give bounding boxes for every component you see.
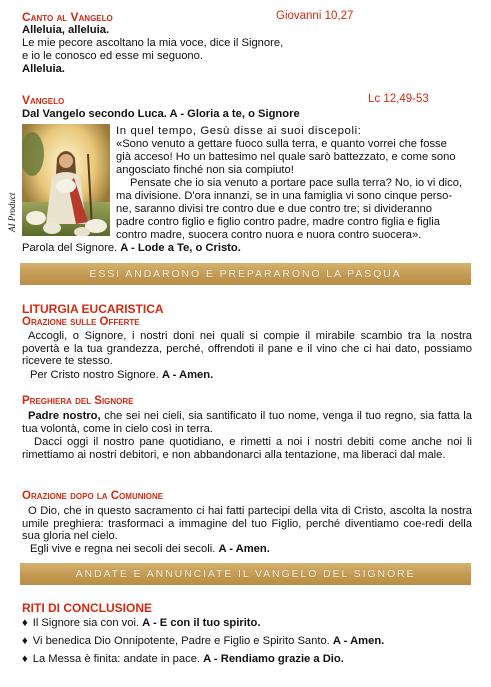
riti-item-2-text: Vi benedica Dio Onnipotente, Padre e Figlio e Spirito Santo. bbox=[32, 635, 330, 647]
vangelo-line-9: contro madre, suocera contro nuora e nuora contro suocera». bbox=[116, 229, 422, 241]
vangelo-line-8: padre contro figlio e figlio contro padre, madre contro figlia e figlia bbox=[116, 216, 440, 228]
comunione-heading: Orazione dopo la Comunione bbox=[22, 490, 164, 502]
offerte-response: A - Amen. bbox=[161, 369, 214, 381]
riti-item-3-response: A - Rendiamo grazie a Dio. bbox=[203, 653, 344, 665]
vangelo-closing-text: Parola del Signore. bbox=[22, 242, 118, 254]
vangelo-closing bbox=[22, 242, 241, 255]
vangelo-line-7: ne, saranno divisi tre contro due e due contro tre; si divideranno bbox=[116, 203, 432, 215]
canto-reference: Giovanni 10,27 bbox=[276, 10, 354, 22]
riti-item-1 bbox=[22, 617, 260, 630]
comunione-end bbox=[30, 543, 270, 556]
vangelo-line-3: già acceso! Ho un battesimo nel quale sarò battezzato, e come sono bbox=[116, 151, 456, 163]
diamond-bullet-icon: ♦ bbox=[22, 653, 28, 665]
preghiera-text-2: Dacci oggi il nostro pane quotidiano, e rimetti a noi i nostri debiti come anche noi li rimettiamo ai nostri debitori, e non abbandonarci alla tentazione, ma liberaci dal male. bbox=[22, 436, 472, 461]
offerte-end bbox=[30, 369, 213, 382]
riti-heading: RITI DI CONCLUSIONE bbox=[22, 601, 153, 615]
riti-item-1-text: Il Signore sia con voi. bbox=[32, 617, 140, 629]
offerte-end-text: Per Cristo nostro Signore. bbox=[30, 369, 159, 381]
vangelo-intro: Dal Vangelo secondo Luca. A - Gloria a te, o Signore bbox=[22, 108, 300, 120]
vangelo-reference: Lc 12,49-53 bbox=[368, 93, 429, 105]
banner-pasqua: ESSI ANDARONO E PREPARARONO LA PASQUA bbox=[20, 263, 471, 285]
liturgia-heading: LITURGIA EUCARISTICA bbox=[22, 302, 164, 316]
canto-line2: e io le conosco ed esse mi seguono. bbox=[22, 50, 203, 62]
vangelo-line-1: In quel tempo, Gesù disse ai suoi discepoli: bbox=[116, 125, 362, 137]
canto-line1: Le mie pecore ascoltano la mia voce, dice il Signore, bbox=[22, 37, 284, 49]
canto-heading: Canto al Vangelo bbox=[22, 10, 113, 24]
riti-item-1-response: A - E con il tuo spirito. bbox=[142, 617, 261, 629]
vangelo-line-6: ma divisione. D'ora innanzi, se in una famiglia vi sono cinque perso- bbox=[116, 190, 453, 202]
vangelo-closing-response: A - Lode a Te, o Cristo. bbox=[120, 242, 241, 254]
diamond-bullet-icon: ♦ bbox=[22, 635, 28, 647]
riti-item-2-response: A - Amen. bbox=[332, 635, 385, 647]
riti-item-3-text: La Messa è finita: andate in pace. bbox=[32, 653, 201, 665]
padre-nostro-bold: Padre nostro, bbox=[28, 410, 101, 422]
jesus-shepherd-image bbox=[22, 124, 110, 236]
offerte-heading: Orazione sulle Offerte bbox=[22, 316, 140, 328]
banner-annunciate: ANDATE E ANNUNCIATE IL VANGELO DEL SIGNORE bbox=[20, 563, 471, 585]
vangelo-line-2: «Sono venuto a gettare fuoco sulla terra, e quanto vorrei che fosse bbox=[116, 138, 447, 150]
comunione-response: A - Amen. bbox=[218, 543, 270, 555]
vangelo-line-5: Pensate che io sia venuto a portare pace sulla terra? No, io vi dico, bbox=[130, 177, 463, 189]
comunione-text: O Dio, che in questo sacramento ci hai fatti partecipi della vita di Cristo, ascolta la nostra umile preghiera: trasformaci a immagine del tuo Figlio, perché diventiamo coe-redi della sua gloria nel cielo. bbox=[22, 505, 472, 543]
canto-alleluia: Alleluia, alleluia. bbox=[22, 24, 110, 36]
riti-item-3 bbox=[22, 653, 344, 666]
preghiera-text-1-rest: che sei nei cieli, sia santificato il tuo nome, venga il tuo regno, sia fatta la tua volontà, come in cielo così in terra. bbox=[22, 410, 472, 435]
riti-item-2 bbox=[22, 635, 384, 648]
vangelo-line-4: angosciato finché non sia compiuto! bbox=[116, 164, 294, 176]
vangelo-heading: Vangelo bbox=[22, 93, 65, 107]
image-caption: AI Product bbox=[7, 192, 17, 232]
diamond-bullet-icon: ♦ bbox=[22, 617, 28, 629]
canto-alleluia-end: Alleluia. bbox=[22, 63, 65, 75]
preghiera-heading: Preghiera del Signore bbox=[22, 395, 134, 407]
preghiera-text-1 bbox=[22, 410, 472, 435]
comunione-end-text: Egli vive e regna nei secoli dei secoli. bbox=[30, 543, 216, 555]
offerte-text: Accogli, o Signore, i nostri doni nei quali si compie il mirabile scambio tra la nostra povertà e la tua grandezza, perché, offrendoti il pane e il vino che ci hai dato, possiamo ricevere te stesso. bbox=[22, 330, 472, 368]
